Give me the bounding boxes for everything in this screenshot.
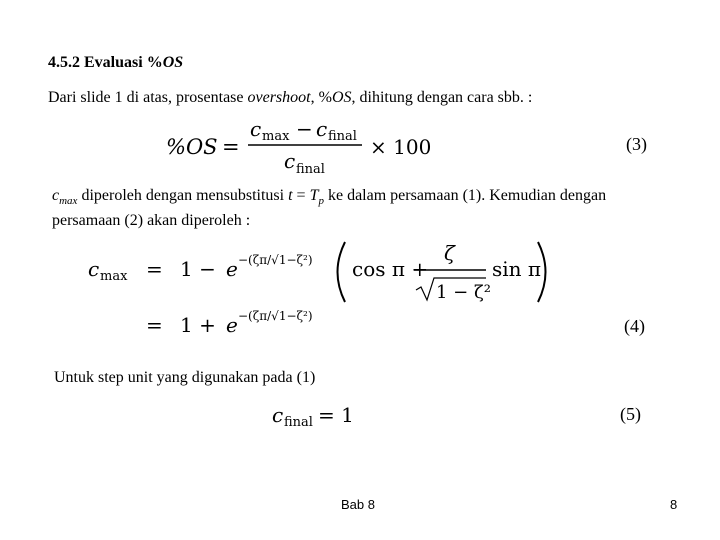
para2-text-a: diperoleh dengan mensubstitusi [77, 187, 289, 204]
para2-T: T [309, 187, 319, 204]
equation-4 [0, 234, 720, 344]
eq4-cos: cos π + [352, 257, 429, 281]
eq3-den-sub: final [296, 162, 325, 177]
eq4-lhs-sub: max [100, 269, 128, 284]
section-heading [48, 54, 183, 72]
eq4-left-paren [338, 242, 346, 302]
eq3-num-sub1: max [262, 129, 290, 144]
eq3-num-sub2: final [328, 129, 357, 144]
equation-5 [0, 396, 720, 436]
eq3-den-c: c [284, 149, 296, 173]
para2-c-sub: max [59, 195, 78, 208]
para2-text-b: = [292, 187, 310, 204]
section-title: Evaluasi % [84, 54, 163, 71]
para2-c: c [52, 187, 60, 204]
eq3-num-c1: c [250, 117, 262, 141]
intro-os: OS [331, 89, 352, 106]
eq5-c: c [272, 403, 284, 427]
eq4-exponent2: −(ζπ/√1−ζ²) [238, 309, 313, 323]
intro-text: Dari slide 1 di atas, prosentase [48, 89, 248, 106]
eq4-lhs-c: c [88, 257, 100, 281]
eq4-sin: sin π [492, 257, 542, 281]
eq4-one2: 1 + [180, 313, 216, 337]
eq3-equals: = [222, 135, 240, 159]
eq4-frac-den: 1 − ζ² [436, 282, 491, 303]
eq3-times: × 100 [370, 135, 432, 159]
para2-line2: persamaan (2) akan diperoleh : [52, 212, 251, 230]
step-unit-paragraph: Untuk step unit yang digunakan pada (1) [54, 369, 316, 386]
eq3-minus: − [296, 117, 313, 141]
eq3-lhs: %OS [166, 135, 218, 159]
intro-paragraph [48, 88, 532, 108]
para2-t: t [288, 187, 293, 204]
eq5-number: (5) [620, 404, 641, 424]
eq3-number: (3) [626, 134, 647, 154]
section-number: 4.5.2 [48, 54, 80, 71]
eq3-num-c2: c [316, 117, 328, 141]
eq4-frac-num: ζ [444, 241, 455, 265]
cmax-paragraph [52, 186, 606, 231]
footer-page-number: 8 [670, 497, 678, 512]
para2-text-c: ke dalam persamaan (1). Kemudian dengan [323, 187, 607, 204]
eq4-exponent: −(ζπ/√1−ζ²) [238, 253, 313, 267]
intro-text-end: , dihitung dengan cara sbb. : [351, 89, 533, 106]
eq4-equals: = [146, 257, 163, 281]
eq4-number: (4) [624, 316, 645, 336]
eq4-equals2: = [146, 313, 163, 337]
equation-3 [0, 110, 720, 180]
eq5-rhs: = 1 [318, 403, 354, 427]
section-title-italic: OS [162, 54, 184, 71]
eq4-e: e [226, 257, 238, 281]
intro-overshoot: overshoot [247, 89, 311, 106]
eq4-one: 1 − [180, 257, 216, 281]
eq5-sub: final [284, 415, 313, 430]
para2-T-sub: p [318, 195, 324, 208]
eq4-e2: e [226, 313, 238, 337]
intro-text-percent: , % [310, 89, 332, 106]
footer-chapter: Bab 8 [341, 497, 375, 512]
